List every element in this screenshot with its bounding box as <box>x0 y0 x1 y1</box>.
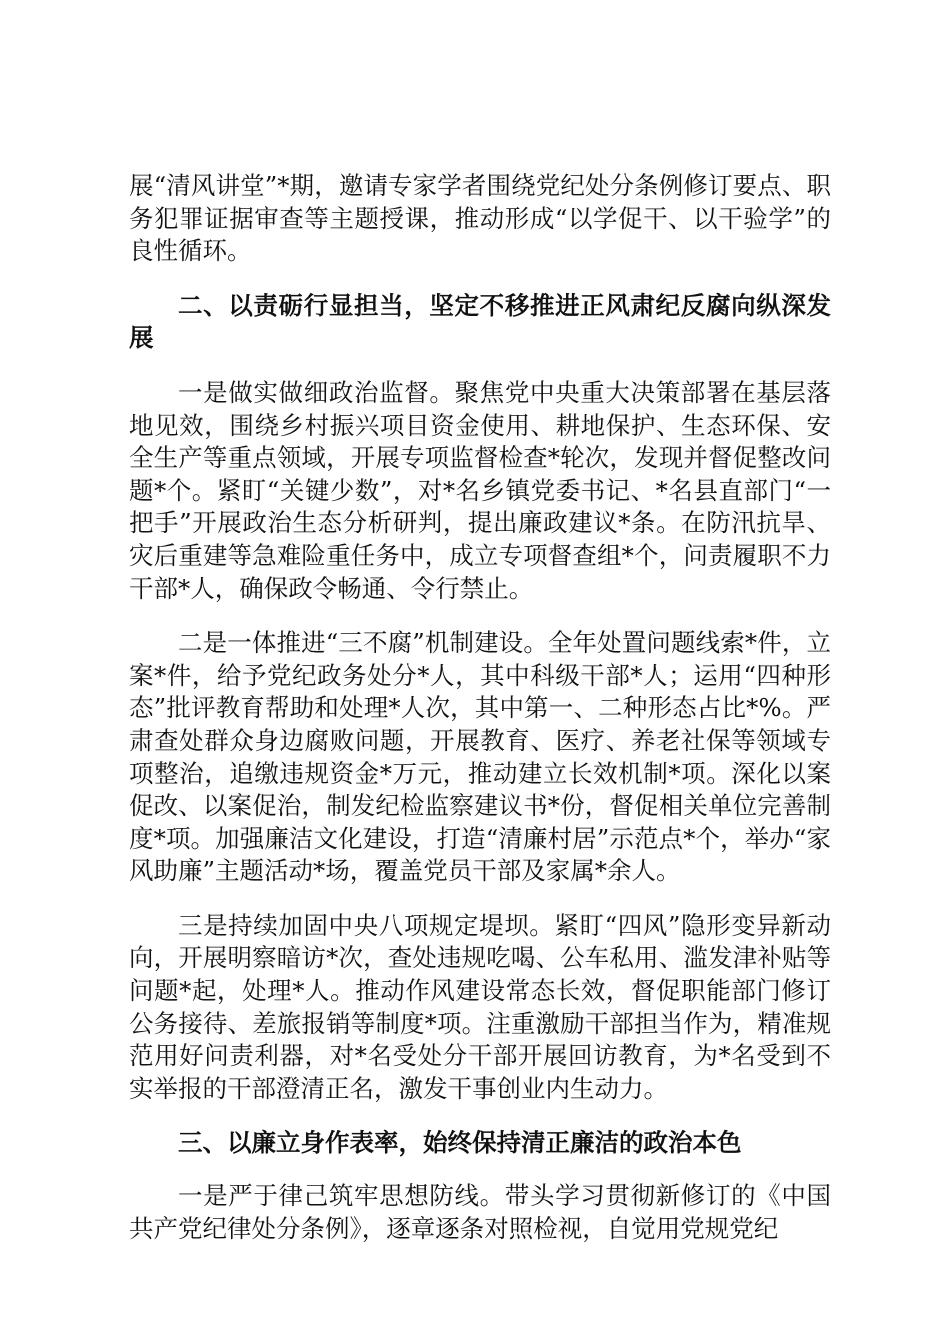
spacer <box>129 1105 831 1127</box>
continued-paragraph: 展“清风讲堂”*期，邀请专家学者围绕党纪处分条例修订要点、职务犯罪证据审查等主题授课，推动形成“以学促干、以干验学”的良性循环。 <box>129 171 831 266</box>
section-2-heading: 二、以责砺行显担当，坚定不移推进正风肃纪反腐向纵深发展 <box>129 290 831 353</box>
document-body <box>129 170 831 1245</box>
spacer <box>129 605 831 627</box>
section-3-heading: 三、以廉立身作表率，始终保持清正廉洁的政治本色 <box>178 1128 742 1158</box>
spacer <box>129 1160 831 1180</box>
section-2-paragraph-3: 三是持续加固中央八项规定堤坝。紧盯“四风”隐形变异新动向，开展明察暗访*次，查处违规吃喝、公车私用、滥发津补贴等问题*起，处理*人。推动作风建设常态长效，督促职能部门修订公务接待、差旅报销等制度*项。注重激励干部担当作为，精准规范用好问责利器，对*名受处分干部开展回访教育，为*名受到不实举报的干部澄清正名，激发干事创业内生动力。 <box>129 910 831 1103</box>
spacer <box>129 355 831 377</box>
spacer <box>129 888 831 910</box>
spacer <box>129 268 831 290</box>
section-2-paragraph-2: 二是一体推进“三不腐”机制建设。全年处置问题线索*件，立案*件，给予党纪政务处分*人，其中科级干部*人；运用“四种形态”批评教育帮助和处理*人次，其中第一、二种形态占比*%。严肃查处群众身边腐败问题，开展教育、医疗、养老社保等领域专项整治，追缴违规资金*万元，推动建立长效机制*项。深化以案促改、以案促治，制发纪检监察建议书*份，督促相关单位完善制度*项。加强廉洁文化建设，打造“清廉村居”示范点*个，举办“家风助廉”主题活动*场，覆盖党员干部及家属*余人。 <box>129 628 831 886</box>
section-2-paragraph-1: 一是做实做细政治监督。聚焦党中央重大决策部署在基层落地见效，围绕乡村振兴项目资金使用、耕地保护、生态环保、安全生产等重点领域，开展专项监督检查*轮次，发现并督促整改问题*个。紧盯“关键少数”，对*名乡镇党委书记、*名县直部门“一把手”开展政治生态分析研判，提出廉政建议*条。在防汛抗旱、灾后重建等急难险重任务中，成立专项督查组*个，问责履职不力干部*人，确保政令畅通、令行禁止。 <box>129 377 831 603</box>
section-3-paragraph-1: 一是严于律己筑牢思想防线。带头学习贯彻新修订的《中国共产党纪律处分条例》，逐章逐条对照检视，自觉用党规党纪 <box>129 1181 831 1243</box>
